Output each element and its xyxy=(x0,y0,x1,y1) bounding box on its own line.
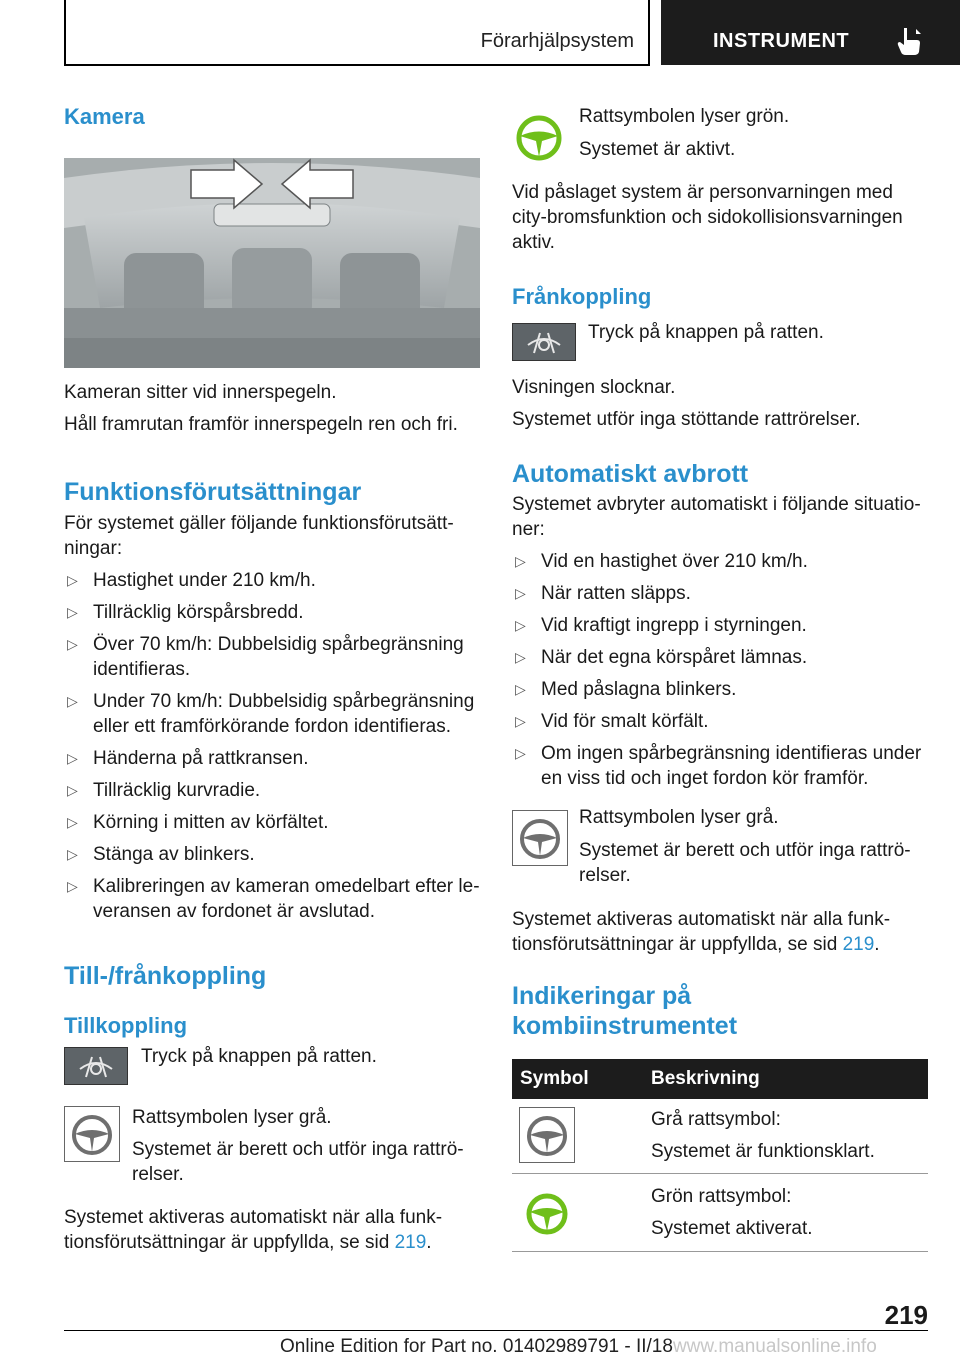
table-row xyxy=(512,1173,928,1251)
page-number: 219 xyxy=(884,1300,928,1330)
kamera-text-1: Kameran sitter vid innerspegeln. xyxy=(64,382,337,403)
tillk-heading: Tillkoppling xyxy=(64,1013,188,1038)
green-text-1: Rattsymbolen lyser grön. xyxy=(579,106,790,127)
right-auto-text: Systemet aktiveras automatiskt när alla funk- tionsförutsättningar är uppfyllda, se sid 219. xyxy=(512,909,891,955)
lane-assist-button-icon xyxy=(64,1047,128,1085)
left-column xyxy=(64,104,480,130)
tillk-text: Tryck på knappen på ratten. xyxy=(141,1046,377,1067)
funk-intro: För systemet gäller följande funktionsförutsätt- ningar: xyxy=(64,513,454,559)
left-auto-text: Systemet aktiveras automatiskt när alla funk- tionsförutsättningar är uppfyllda, se sid 219. xyxy=(64,1207,443,1253)
grey-steering-wheel-icon xyxy=(64,1106,120,1162)
camera-photo xyxy=(64,158,480,368)
kamera-text-2: Håll framrutan framför innerspegeln ren och fri. xyxy=(64,414,458,435)
right-grey-text-1: Rattsymbolen lyser grå. xyxy=(579,807,779,828)
lane-assist-button-icon xyxy=(512,323,576,361)
col-desc: Beskrivning xyxy=(651,1059,928,1099)
list-item: ▷ Vid kraftigt ingrepp i styrningen. xyxy=(515,615,807,636)
list-item: ▷ Hastighet under 210 km/h. xyxy=(67,570,316,591)
avb-list xyxy=(512,549,928,791)
funk-list xyxy=(64,568,480,924)
page-link[interactable]: 219 xyxy=(394,1232,427,1253)
vis-text: Visningen slocknar. xyxy=(512,377,676,398)
table-row xyxy=(512,1099,928,1173)
grey-steering-wheel-icon xyxy=(512,810,568,866)
footer-rule xyxy=(64,1330,928,1331)
green-steering-wheel-icon xyxy=(512,111,566,165)
ind-heading: Indikeringar på kombiinstrumentet xyxy=(512,982,738,1040)
row-1-line-1: Grå rattsymbol: xyxy=(651,1109,781,1130)
list-item: ▷ När ratten släpps. xyxy=(515,583,691,604)
page-link[interactable]: 219 xyxy=(842,934,875,955)
list-item: ▷ Händerna på rattkransen. xyxy=(67,748,309,769)
list-item: ▷ Körning i mitten av körfältet. xyxy=(67,812,329,833)
kamera-heading: Kamera xyxy=(64,104,145,129)
list-item: ▷ Kalibreringen av kameran omedelbart efter le- veransen av fordonet är avslutad. xyxy=(67,876,480,922)
person-text: Vid påslaget system är personvarningen med city-bromsfunktion och sidokollisionsvarningen aktiv. xyxy=(512,182,903,253)
pointing-hand-icon xyxy=(893,26,923,56)
right-grey-text-2: Systemet är berett och utför inga rattrö- relser. xyxy=(579,840,911,886)
section-title: Förarhjälpsystem xyxy=(480,30,634,52)
till-heading: Till-/frånkoppling xyxy=(64,962,267,990)
right-body-2 xyxy=(512,375,928,791)
list-item: ▷ Tillräcklig kurvradie. xyxy=(67,780,261,801)
indicator-table xyxy=(512,1059,928,1252)
avb-heading: Automatiskt avbrott xyxy=(512,460,749,488)
funk-heading: Funktionsförutsättningar xyxy=(64,478,362,506)
row-2-line-1: Grön rattsymbol: xyxy=(651,1185,792,1207)
left-grey-text-1: Rattsymbolen lyser grå. xyxy=(132,1107,332,1128)
header-right-rule xyxy=(648,0,650,66)
edition-text: Online Edition for Part no. 01402989791 - II/18 xyxy=(280,1336,673,1357)
chapter-tab-label: INSTRUMENT xyxy=(713,30,850,52)
list-item: ▷ Under 70 km/h: Dubbelsidig spårbegränsning eller ett framförkörande fordon identifieras. xyxy=(67,691,475,737)
watermark-text: www.manualsonline.info xyxy=(672,1336,877,1357)
list-item: ▷ Vid för smalt körfält. xyxy=(515,711,709,732)
list-item: ▷ När det egna körspåret lämnas. xyxy=(515,647,808,668)
col-symbol: Symbol xyxy=(512,1059,651,1099)
right-body xyxy=(512,180,928,310)
row-1-line-2: Systemet är funktionsklart. xyxy=(651,1141,875,1162)
frank-heading: Frånkoppling xyxy=(512,284,652,309)
left-body xyxy=(64,380,480,1039)
list-item: ▷ Vid en hastighet över 210 km/h. xyxy=(515,551,808,572)
row-2-line-2: Systemet aktiverat. xyxy=(651,1217,813,1239)
list-item: ▷ Med påslagna blinkers. xyxy=(515,679,737,700)
chapter-tab[interactable] xyxy=(661,0,960,65)
list-item: ▷ Över 70 km/h: Dubbelsidig spårbegränsning identifieras. xyxy=(67,634,464,680)
frank-text: Tryck på knappen på ratten. xyxy=(588,322,824,343)
green-text-2: Systemet är aktivt. xyxy=(579,139,736,160)
green-steering-wheel-icon xyxy=(519,1186,575,1242)
list-item: ▷ Om ingen spårbegränsning identifieras under en viss tid och inget fordon kör framför. xyxy=(515,743,922,789)
avb-intro: Systemet avbryter automatiskt i följande situatio- ner: xyxy=(512,494,921,540)
grey-steering-wheel-icon xyxy=(519,1107,575,1163)
footer-text xyxy=(280,1336,877,1358)
list-item: ▷ Tillräcklig körspårsbredd. xyxy=(67,602,304,623)
header-rule xyxy=(64,64,650,66)
left-grey-text-2: Systemet är berett och utför inga rattrö- relser. xyxy=(132,1139,464,1185)
table-header xyxy=(512,1059,928,1099)
header-left-rule xyxy=(64,0,66,66)
sys-text: Systemet utför inga stöttande rattrörelser. xyxy=(512,409,861,430)
list-item: ▷ Stänga av blinkers. xyxy=(67,844,255,865)
